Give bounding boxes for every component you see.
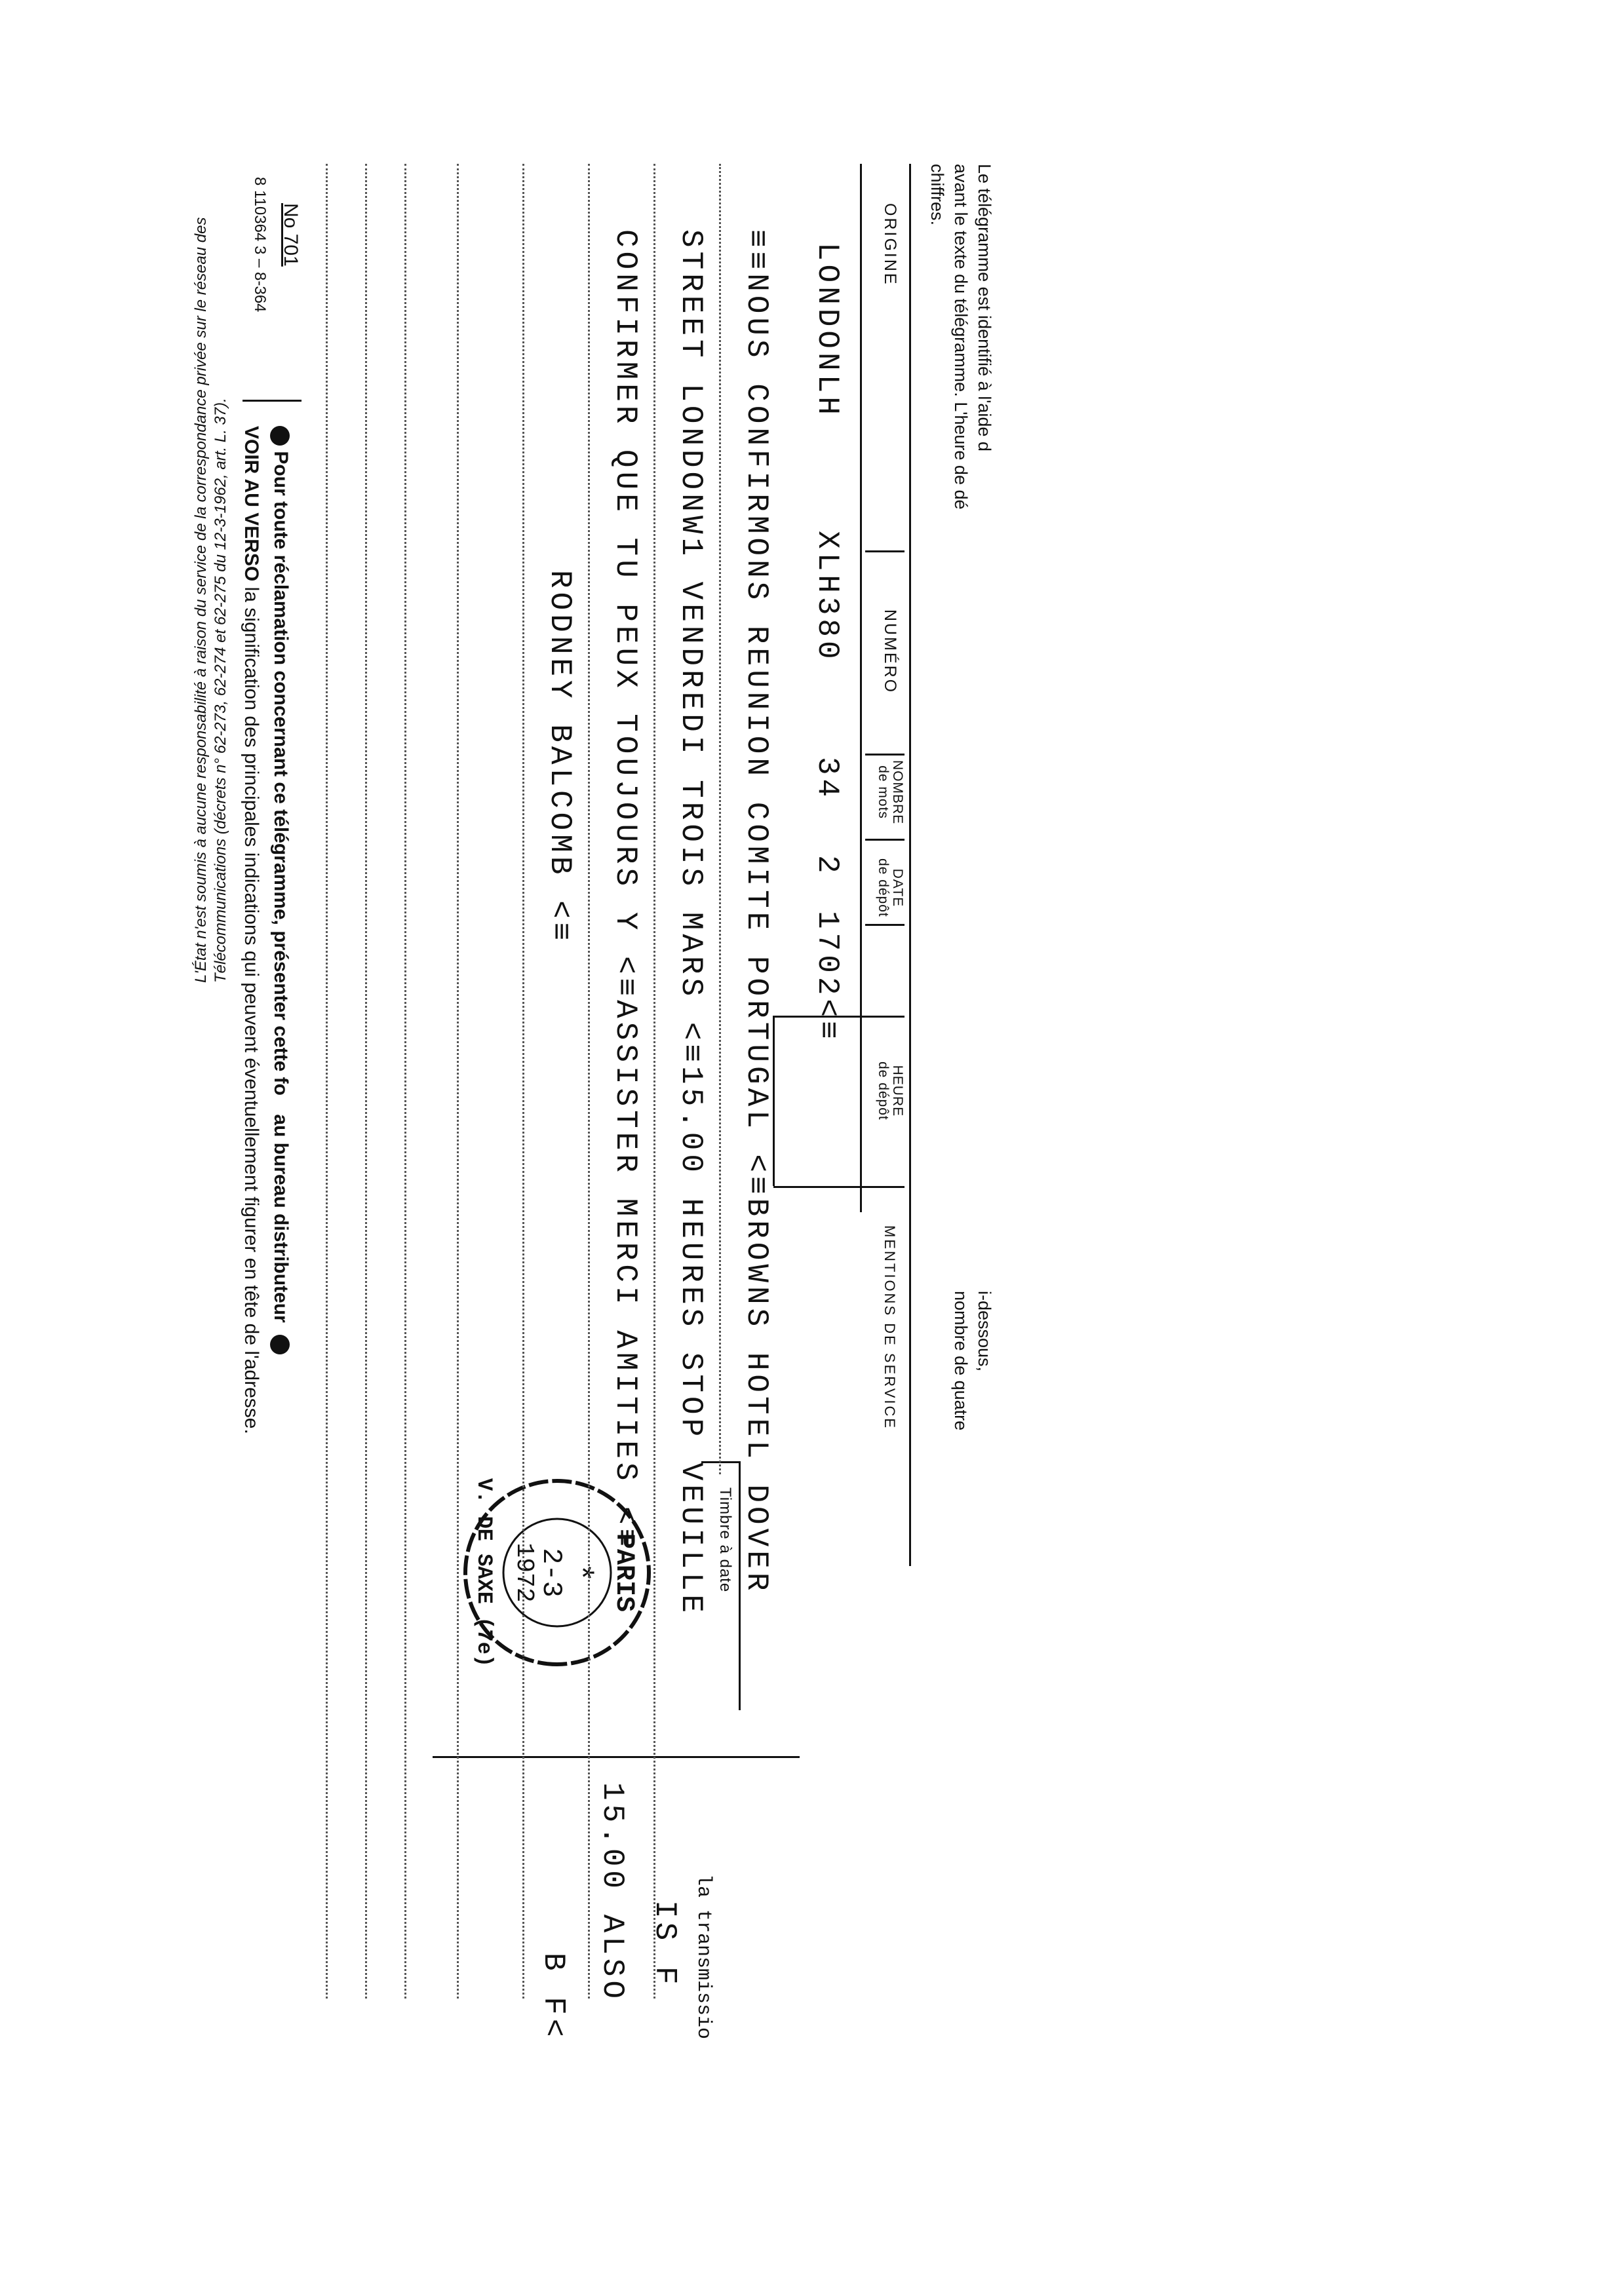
header-date-label: DATE <box>890 868 905 908</box>
message-line-1: ≡≡NOUS CONFIRMONS REUNION COMITE PORTUGAL <≡BROWNS HOTEL DOVER <box>739 229 773 1595</box>
message-rule-6 <box>404 164 406 1999</box>
col-divider-1 <box>865 550 905 552</box>
header-heure-de-depot <box>876 1062 905 1120</box>
col-divider-4 <box>865 924 905 926</box>
footer-note-line-1 <box>269 426 292 1354</box>
intro-text <box>925 164 996 510</box>
intro-text-right <box>949 1291 996 1430</box>
message-rule-2 <box>653 164 655 1999</box>
signification-note-end: ventuellement figurer en tête de l'adresse. <box>241 1069 262 1434</box>
intro-line-2: avant le texte du télégramme. L'heure de dé <box>951 164 971 510</box>
col-divider-6 <box>773 1186 905 1188</box>
fragment-line-3: B F< <box>536 1953 570 2041</box>
bullet-icon-2 <box>270 1335 290 1354</box>
form-number: No 701 <box>280 203 302 267</box>
message-line-2: STREET LONDONW1 VENDREDI TROIS MARS <≡15.00 HEURES STOP VEUILLE <box>674 229 708 1617</box>
value-origine: LONDONLH <box>810 242 844 419</box>
value-nombre-de-mots: 34 <box>810 757 844 801</box>
postmark-date: 2-3 <box>535 1548 567 1598</box>
intro-right-line-1: i-dessous, <box>975 1291 994 1372</box>
col-divider-2 <box>865 754 905 756</box>
postmark-office: V. DE SAXE (7e) <box>472 1478 496 1668</box>
fragment-line-1: IS F <box>648 1900 682 1989</box>
value-heure-de-depot: 1702<≡ <box>810 911 844 1043</box>
header-nombre-label: NOMBRE <box>890 760 905 825</box>
message-line-3: CONFIRMER QUE TU PEUX TOUJOURS Y <≡ASSISTER MERCI AMITIES <≡ <box>608 229 642 1551</box>
header-date-sub-label: de dépôt <box>876 858 891 917</box>
header-mentions-de-service: MENTIONS DE SERVICE <box>882 1225 898 1430</box>
postmark-star: * <box>564 1566 601 1579</box>
legal-notice: L'État n'est soumis à aucune responsabilité à raison du service de la correspondance privée sur le réseau des Télécommunications (décrets n° 62-273, 62-274 et 62-275 du 12-3-1962, art. L. 37). <box>192 217 229 983</box>
header-de-mots-label: de mots <box>876 765 891 819</box>
value-date-de-depot: 2 <box>810 855 844 877</box>
telegram-form <box>192 164 996 2130</box>
header-nombre-de-mots <box>876 760 905 824</box>
voir-au-verso: VOIR AU VERSO <box>241 426 262 582</box>
intro-line-3: chiffres. <box>927 164 947 226</box>
footer-divider <box>243 400 302 402</box>
message-line-4: RODNEY BALCOMB <≡ <box>543 570 577 945</box>
postmark-city: PARIS <box>609 1533 638 1613</box>
header-heure-sub-label: de dépôt <box>876 1062 891 1120</box>
bureau-distributeur-note: au bureau distributeur <box>270 1114 292 1323</box>
header-date-de-depot <box>876 858 905 917</box>
fragment-line-2: 15.00 ALSO <box>595 1782 629 2003</box>
footer-note-line-2 <box>240 426 262 1434</box>
col-divider-3 <box>865 839 905 841</box>
message-rule-3 <box>588 164 590 1999</box>
postmark-year: 1972 <box>510 1542 538 1603</box>
header-bottom-rule <box>860 164 862 1212</box>
header-top-rule <box>909 164 911 1566</box>
intro-right-line-2: nombre de quatre <box>951 1291 971 1431</box>
timbre-a-date-label: Timbre à date <box>716 1487 734 1593</box>
reclamation-note: Pour toute réclamation concernant ce télégramme, présenter cette fo <box>270 451 292 1096</box>
bullet-icon <box>270 426 290 446</box>
intro-line-1: Le télégramme est identifié à l'aide d <box>975 164 994 451</box>
message-rule-1 <box>719 164 721 1474</box>
message-rule-4 <box>522 164 524 1999</box>
fragment-tear-edge <box>433 1756 800 1758</box>
message-rule-8 <box>326 164 328 1999</box>
signification-note: la signification des principales indications qui peuvent é <box>241 586 262 1069</box>
form-code: 8 110364 3 – 8-364 <box>251 177 269 313</box>
fragment-transmission-label: la transmissio <box>692 1874 714 2040</box>
value-numero: XLH380 <box>810 531 844 663</box>
message-rule-7 <box>365 164 367 1999</box>
message-rule-5 <box>457 164 459 1999</box>
header-heure-label: HEURE <box>890 1065 905 1117</box>
header-origine: ORIGINE <box>881 203 899 286</box>
header-numero: NUMÉRO <box>881 609 899 695</box>
